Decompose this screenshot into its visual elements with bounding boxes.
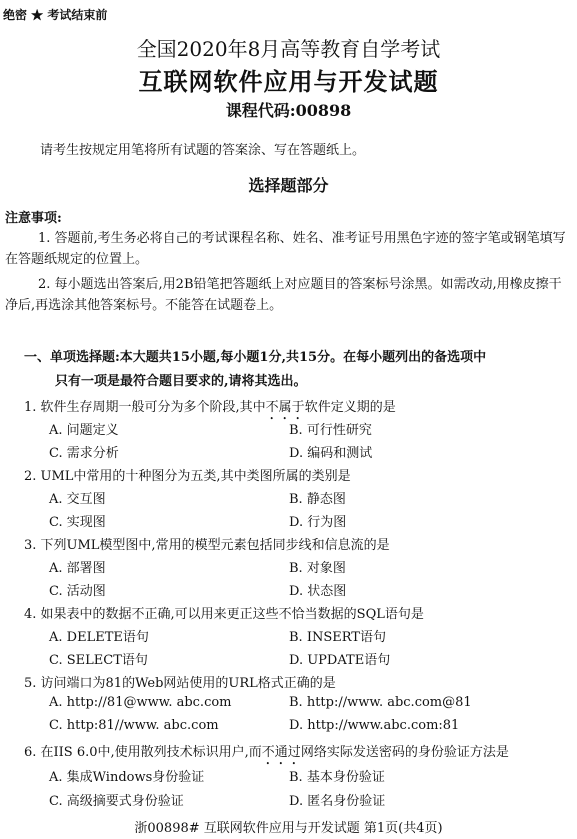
option-5b: B. http://www. abc.com@81 [289, 695, 472, 710]
note-item-2: 2. 每小题选出答案后,用2B铅笔把答题纸上对应题目的答案标号涂黑。如需改动,用橡皮擦干净后,再选涂其他答案标号。不能答在试题卷上。 [5, 277, 562, 313]
question-text-end: 网络实际发送密码的身份验证方法是 [300, 745, 509, 760]
option-6d: D. 匿名身份验证 [289, 794, 386, 809]
question-3 [24, 534, 390, 553]
option-4b: B. INSERT语句 [289, 630, 386, 645]
question-text: 1. 软件生存周期一般可分为多个阶段,其中 [24, 400, 266, 415]
question-emphasis: 不属于 [265, 400, 305, 415]
question-emphasis: 不通过 [261, 745, 301, 760]
subject-title: 互联网软件应用与开发试题 [138, 67, 439, 96]
option-1d: D. 编码和测试 [289, 446, 373, 461]
option-4c: C. SELECT语句 [49, 653, 148, 668]
option-6b: B. 基本身份验证 [289, 770, 385, 785]
option-6c: C. 高级摘要式身份验证 [49, 794, 184, 809]
part-heading-continued: 只有一项是最符合题目要求的,请将其选出。 [55, 374, 307, 389]
option-2d: D. 行为图 [289, 515, 347, 530]
confidential-label: 绝密 ★ 考试结束前 [3, 8, 108, 22]
question-text: 3. 下列UML模型图中,常用的模型元素包括同步线和信息流的是 [24, 538, 390, 553]
section-title: 选择题部分 [248, 176, 329, 195]
option-3b: B. 对象图 [289, 561, 346, 576]
question-text: 5. 访问端口为81的Web网站使用的URL格式正确的是 [24, 676, 336, 691]
question-text: 6. 在IIS 6.0中,使用散列技术标识用户,而 [24, 745, 262, 760]
option-2a: A. 交互图 [49, 492, 106, 507]
question-2 [24, 465, 351, 484]
option-4a: A. DELETE语句 [49, 630, 149, 645]
option-3d: D. 状态图 [289, 584, 347, 599]
option-2b: B. 静态图 [289, 492, 346, 507]
exam-title-line: 全国2020年8月高等教育自学考试 [136, 37, 441, 61]
option-6a: A. 集成Windows身份验证 [49, 770, 205, 785]
page-footer: 浙00898# 互联网软件应用与开发试题 第1页(共4页) [134, 821, 443, 836]
notes-heading: 注意事项: [5, 211, 62, 226]
question-5 [24, 672, 336, 691]
option-1b: B. 可行性研究 [289, 423, 372, 438]
option-5c: C. http:81//www. abc.com [49, 718, 219, 733]
option-5a: A. http://81@www. abc.com [49, 695, 232, 710]
option-2c: C. 实现图 [49, 515, 106, 530]
part-heading: 一、单项选择题:本大题共15小题,每小题1分,共15分。在每小题列出的备选项中 [24, 350, 487, 365]
option-3c: C. 活动图 [49, 584, 106, 599]
course-code: 课程代码:00898 [225, 101, 352, 120]
question-text-end: 软件定义期的是 [304, 400, 396, 415]
question-text: 4. 如果表中的数据不正确,可以用来更正这些不恰当数据的SQL语句是 [24, 607, 424, 622]
option-1a: A. 问题定义 [49, 423, 119, 438]
answer-instruction: 请考生按规定用笔将所有试题的答案涂、写在答题纸上。 [40, 143, 366, 158]
option-3a: A. 部署图 [49, 561, 106, 576]
question-text: 2. UML中常用的十种图分为五类,其中类图所属的类别是 [24, 469, 351, 484]
option-1c: C. 需求分析 [49, 446, 119, 461]
question-4 [24, 603, 424, 622]
note-item-1: 1. 答题前,考生务必将自己的考试课程名称、姓名、准考证号用黑色字迹的签字笔或钢笔填写在答题纸规定的位置上。 [5, 231, 566, 267]
question-6 [24, 741, 509, 768]
option-5d: D. http://www.abc.com:81 [289, 718, 460, 733]
option-4d: D. UPDATE语句 [289, 653, 391, 668]
